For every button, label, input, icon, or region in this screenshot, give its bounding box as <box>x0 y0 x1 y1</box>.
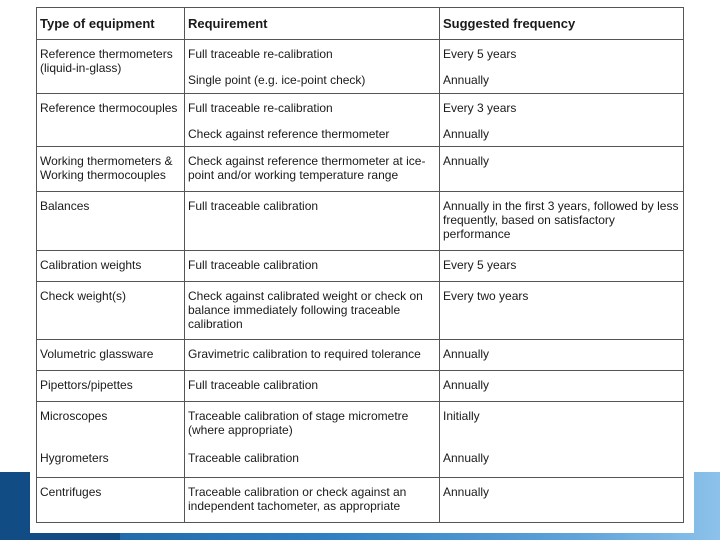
requirement-text: Single point (e.g. ice-point check) <box>188 73 366 87</box>
table-row <box>37 447 684 478</box>
requirement-text: Check against reference thermometer <box>188 127 390 141</box>
requirement-cell <box>185 147 440 192</box>
table-row <box>37 147 684 192</box>
requirement-cell <box>185 402 440 447</box>
header-equipment: Type of equipment <box>37 8 185 40</box>
header-requirement: Requirement <box>185 8 440 40</box>
table-row <box>37 192 684 251</box>
requirement-text: Check against calibrated weight or check on balance immediately following traceable calibration <box>188 289 423 331</box>
requirement-cell <box>185 192 440 251</box>
equipment-cell: Calibration weights <box>37 251 185 282</box>
frequency-text: Annually <box>443 485 490 499</box>
table-row <box>37 40 684 94</box>
requirement-text: Traceable calibration of stage micrometre (where appropriate) <box>188 409 409 437</box>
frequency-cell <box>440 192 684 251</box>
requirement-cell <box>185 371 440 402</box>
requirement-cell <box>185 340 440 371</box>
equipment-cell: Microscopes <box>37 402 185 447</box>
requirement-text: Full traceable re-calibration <box>188 47 333 61</box>
requirement-cell <box>185 478 440 523</box>
equipment-cell: Centrifuges <box>37 478 185 523</box>
requirement-text: Check against reference thermometer at ice-point and/or working temperature range <box>188 154 426 182</box>
frequency-text: Annually <box>443 378 490 392</box>
frequency-cell <box>440 371 684 402</box>
frequency-cell <box>440 147 684 192</box>
frequency-cell <box>440 402 684 447</box>
frequency-cell <box>440 478 684 523</box>
frequency-text: Every 5 years <box>443 258 517 272</box>
requirement-text: Full traceable re-calibration <box>188 101 333 115</box>
table-row <box>37 478 684 523</box>
frequency-text: Annually <box>443 127 490 141</box>
requirement-text: Full traceable calibration <box>188 199 319 213</box>
header-row <box>37 8 684 40</box>
table-row <box>37 371 684 402</box>
equipment-cell: Working thermometers & Working thermocouples <box>37 147 185 192</box>
frequency-cell <box>440 340 684 371</box>
frequency-text: Annually <box>443 347 490 361</box>
equipment-cell: Volumetric glassware <box>37 340 185 371</box>
equipment-cell: Balances <box>37 192 185 251</box>
table-row <box>37 402 684 447</box>
table-row <box>37 282 684 340</box>
table-row <box>37 251 684 282</box>
table-row <box>37 94 684 147</box>
frequency-text: Annually <box>443 154 490 168</box>
requirement-text: Traceable calibration <box>188 450 299 465</box>
frequency-text: Initially <box>443 409 480 423</box>
equipment-cell: Hygrometers <box>37 447 185 478</box>
equipment-cell: Reference thermocouples <box>37 94 185 147</box>
frequency-cell <box>440 40 684 94</box>
frequency-text: Annually in the first 3 years, followed by less frequently, based on satisfactory performance <box>443 199 679 241</box>
frequency-cell <box>440 94 684 147</box>
frequency-text: Annually <box>443 73 490 87</box>
requirement-cell <box>185 447 440 478</box>
requirement-text: Gravimetric calibration to required tolerance <box>188 347 421 361</box>
requirement-text: Traceable calibration or check against an independent tachometer, as appropriate <box>188 485 407 513</box>
document-page <box>30 0 694 533</box>
frequency-text: Every two years <box>443 289 529 303</box>
requirement-text: Full traceable calibration <box>188 378 319 392</box>
requirement-text: Full traceable calibration <box>188 258 319 272</box>
equipment-cell: Pipettors/pipettes <box>37 371 185 402</box>
table-row <box>37 340 684 371</box>
requirement-cell <box>185 40 440 94</box>
header-frequency: Suggested frequency <box>440 8 684 40</box>
frequency-cell <box>440 251 684 282</box>
equipment-cell: Check weight(s) <box>37 282 185 340</box>
frequency-text: Every 5 years <box>443 47 517 61</box>
requirement-cell <box>185 282 440 340</box>
frequency-cell <box>440 282 684 340</box>
frequency-cell <box>440 447 684 478</box>
equipment-cell: Reference thermometers (liquid-in-glass) <box>37 40 185 94</box>
calibration-table <box>36 7 684 523</box>
frequency-text: Annually <box>443 450 490 465</box>
requirement-cell <box>185 94 440 147</box>
frequency-text: Every 3 years <box>443 101 517 115</box>
requirement-cell <box>185 251 440 282</box>
